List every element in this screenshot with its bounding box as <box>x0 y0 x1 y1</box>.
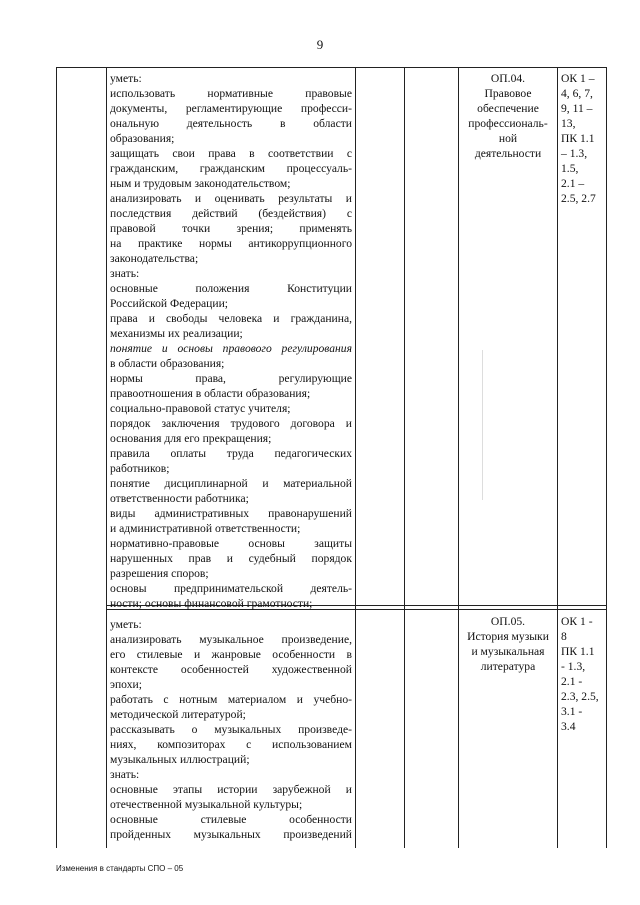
footer-note: Изменения в стандарты СПО – 05 <box>56 864 184 873</box>
line: анализировать музыкальное произведение, <box>110 633 352 646</box>
line: основные положения Конституции <box>110 282 352 295</box>
row-1-description <box>110 71 352 611</box>
competency-line: ПК 1.1 <box>561 132 595 145</box>
line: отечественной музыкальной культуры; <box>110 798 303 811</box>
line: правила оплаты труда педагогических <box>110 447 352 460</box>
line: его стилевые и жанровые особенности в <box>110 648 352 661</box>
competency-line: 2.3, 2.5, <box>561 690 599 703</box>
line: ответственности работника; <box>110 492 249 505</box>
line: Российской Федерации; <box>110 297 229 310</box>
row-1-competencies <box>561 71 605 206</box>
line: музыкальных иллюстраций; <box>110 753 250 766</box>
line: в области образования; <box>110 357 225 370</box>
line: нарушенных прав и судебный порядок <box>110 552 352 565</box>
discipline-title-line: обеспечение <box>477 102 539 115</box>
competency-line: 9, 11 – <box>561 102 593 115</box>
line: основания для его прекращения; <box>110 432 272 445</box>
discipline-title-line: литература <box>480 660 536 673</box>
competency-line: 3.4 <box>561 720 576 733</box>
competency-line: 8 <box>561 630 567 643</box>
discipline-title-line: ной <box>498 132 518 145</box>
line: защищать свои права в соответствии с <box>110 147 352 160</box>
row-2-discipline <box>460 614 556 674</box>
row-2-competencies <box>561 614 605 734</box>
table-border-right <box>606 67 607 848</box>
line: работать с нотным материалом и учебно- <box>110 693 352 706</box>
line: рассказывать о музыкальных произведе- <box>110 723 352 736</box>
line: правоотношения в области образования; <box>110 387 311 400</box>
competency-line: 2.1 – <box>561 177 585 190</box>
competency-line: ОК 1 – <box>561 72 595 85</box>
competency-line: – 1.3, <box>561 147 588 160</box>
column-divider <box>458 67 459 848</box>
line: гражданским, гражданским процессуаль- <box>110 162 352 175</box>
discipline-code: ОП.05. <box>490 615 526 628</box>
competency-line: ОК 1 - <box>561 615 593 628</box>
line: и административной ответственности; <box>110 522 301 535</box>
competency-line: 2.1 - <box>561 675 583 688</box>
column-divider <box>557 67 558 848</box>
line: уметь: <box>110 618 142 631</box>
line: знать: <box>110 768 140 781</box>
discipline-title-line: Правовое <box>484 87 532 100</box>
line: знать: <box>110 267 140 280</box>
line: законодательства; <box>110 252 199 265</box>
line: понятие и основы правового регулирования <box>110 342 352 355</box>
line: виды административных правонарушений <box>110 507 352 520</box>
line: ональную деятельность в области <box>110 117 352 130</box>
competency-line: 13, <box>561 117 576 130</box>
line: основные стилевые особенности <box>110 813 352 826</box>
line: разрешения споров; <box>110 567 209 580</box>
line: контексте особенностей художественной <box>110 663 352 676</box>
line: методической литературой; <box>110 708 246 721</box>
line: образования; <box>110 132 175 145</box>
column-divider <box>106 67 107 848</box>
line: ниях, композиторах с использованием <box>110 738 352 751</box>
line: использовать нормативные правовые <box>110 87 352 100</box>
competency-line: 4, 6, 7, <box>561 87 593 100</box>
line: социально-правовой статус учителя; <box>110 402 291 415</box>
row-1-discipline <box>460 71 556 161</box>
discipline-title-line: деятельности <box>474 147 542 160</box>
scan-mark <box>482 350 483 500</box>
line: механизмы их реализации; <box>110 327 243 340</box>
competency-line: 1.5, <box>561 162 579 175</box>
competency-line: 3.1 - <box>561 705 583 718</box>
line: правовой точки зрения; применять <box>110 222 352 235</box>
line: на практике нормы антикоррупционного <box>110 237 352 250</box>
competency-line: 2.5, 2.7 <box>561 192 596 205</box>
line: понятие дисциплинарной и материальной <box>110 477 352 490</box>
line: порядок заключения трудового договора и <box>110 417 352 430</box>
line: права и свободы человека и гражданина, <box>110 312 352 325</box>
competency-line: ПК 1.1 <box>561 645 595 658</box>
line: анализировать и оценивать результаты и <box>110 192 352 205</box>
line: ным и трудовым законодательством; <box>110 177 291 190</box>
line: нормативно-правовые основы защиты <box>110 537 352 550</box>
row-2-description <box>110 617 352 842</box>
discipline-title-line: и музыкальная <box>471 645 545 658</box>
line: пройденных музыкальных произведений <box>110 828 352 841</box>
line: ности; основы финансовой грамотности; <box>110 597 313 610</box>
table-border-left <box>56 67 57 848</box>
discipline-title-line: История музыки <box>467 630 549 643</box>
line: уметь: <box>110 72 142 85</box>
column-divider <box>355 67 356 848</box>
table-border-top <box>56 67 607 68</box>
line: основные этапы истории зарубежной и <box>110 783 352 796</box>
page-number: 9 <box>316 37 324 52</box>
line: основы предпринимательской деятель- <box>110 582 352 595</box>
discipline-code: ОП.04. <box>490 72 526 85</box>
line: последствия действий (бездействия) с <box>110 207 352 220</box>
line: нормы права, регулирующие <box>110 372 352 385</box>
line: эпохи; <box>110 678 142 691</box>
column-divider <box>404 67 405 848</box>
line: документы, регламентирующие професси- <box>110 102 352 115</box>
competency-line: - 1.3, <box>561 660 586 673</box>
discipline-title-line: профессиональ- <box>468 117 548 130</box>
line: работников; <box>110 462 170 475</box>
